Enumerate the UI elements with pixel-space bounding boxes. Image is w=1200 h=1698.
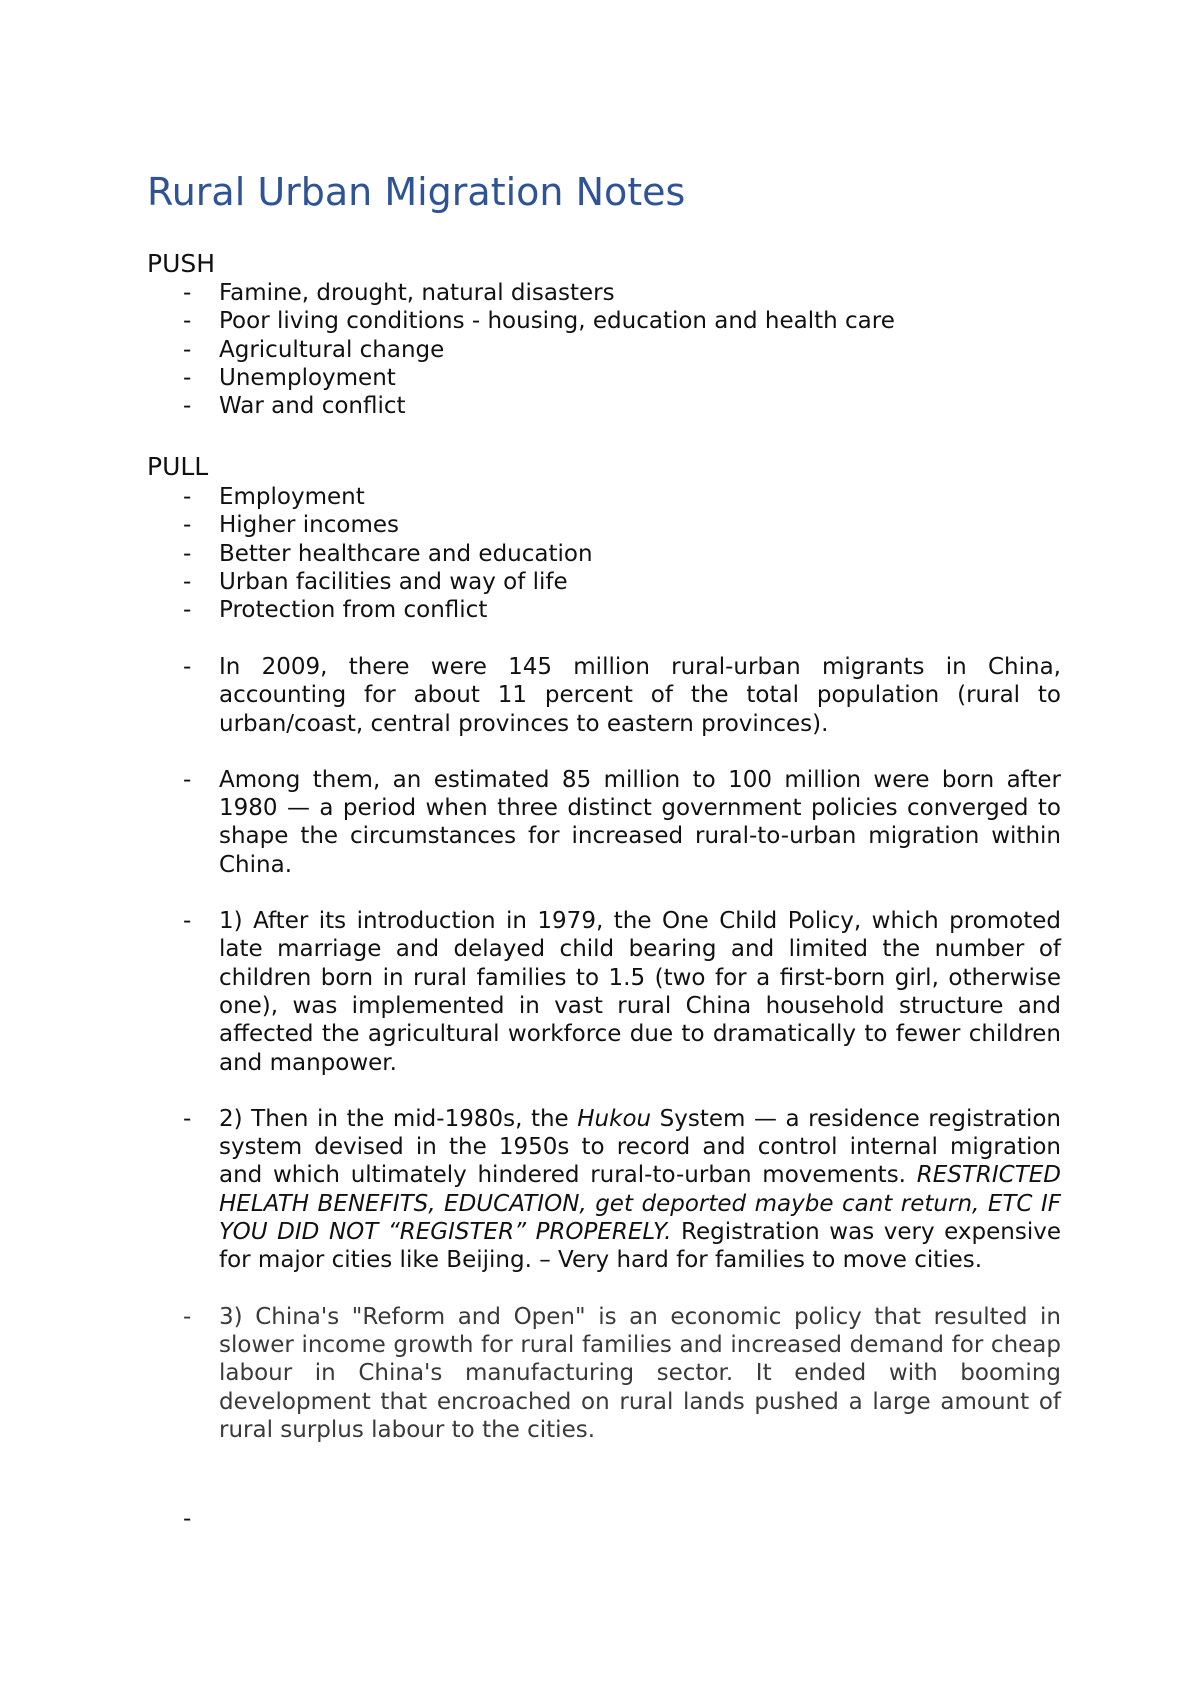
bullet-dash: -: [183, 364, 192, 391]
hukou-italic-note: RESTRICTED HELATH BENEFITS, EDUCATION, get deported maybe cant return, ETC IF YOU DID NOT “REGISTER” PROPERELY.: [219, 1162, 1061, 1246]
list-item: [147, 392, 1061, 420]
page-title: Rural Urban Migration Notes: [147, 170, 686, 214]
bullet-dash: -: [183, 540, 192, 567]
paragraph-item: [147, 766, 1061, 879]
hukou-text-2: System — a residence registration system devised in the 1950s to record and control internal migration and which ultimately hindered rural-to-urban movements.: [219, 1105, 1061, 1189]
push-item-text: Poor living conditions - housing, education and health care: [219, 308, 895, 335]
list-item: [147, 336, 1061, 364]
paragraph-text: 3) China's "Reform and Open" is an economic policy that resulted in slower income growth for rural families and increased demand for cheap labour in China's manufacturing sector. It ended with booming development that encroached on rural lands pushed a large amount of rural surplus labour to the cities.: [219, 1303, 1061, 1443]
pull-heading: PULL: [147, 452, 209, 481]
pull-item-text: Better healthcare and education: [219, 540, 593, 567]
bullet-dash: -: [183, 336, 192, 363]
bullet-dash: -: [183, 1105, 192, 1132]
list-item: [147, 596, 1061, 624]
paragraph-item: [147, 1105, 1061, 1275]
paragraph-text: In 2009, there were 145 million rural-urban migrants in China, accounting for about 11 percent of the total population (rural to urban/coast, central provinces to eastern provinces).: [219, 654, 1061, 737]
bullet-dash: -: [183, 308, 192, 335]
empty-bullet: -: [183, 1506, 192, 1532]
notes-paragraphs: [147, 653, 1061, 1444]
paragraph-item: [147, 907, 1061, 1077]
list-item: [147, 483, 1061, 511]
paragraph-item: [147, 653, 1061, 738]
list-item: [147, 307, 1061, 335]
hukou-text-3: Registration was very expensive for major cities like Beijing. – Very hard for families to move cities.: [219, 1219, 1061, 1274]
hukou-term: Hukou: [577, 1105, 652, 1132]
bullet-dash: -: [183, 393, 192, 420]
push-heading: PUSH: [147, 249, 216, 278]
bullet-dash: -: [183, 654, 192, 680]
push-item-text: Unemployment: [219, 364, 396, 391]
bullet-dash: -: [183, 908, 192, 935]
bullet-dash: -: [183, 597, 192, 624]
pull-item-text: Employment: [219, 484, 365, 510]
bullet-dash: -: [183, 484, 192, 510]
paragraph-text: 1) After its introduction in 1979, the One Child Policy, which promoted late marriage and delayed child bearing and limited the number of children born in rural families to 1.5 (two for a first-born girl, otherwise one), was implemented in vast rural China household structure and affected the agricultural workforce due to dramatically to fewer children and manpower.: [219, 908, 1061, 1076]
hukou-text-1: 2) Then in the mid-1980s, the: [219, 1105, 578, 1132]
push-item-text: War and conflict: [219, 393, 406, 420]
list-item: [147, 511, 1061, 539]
paragraph-text: Among them, an estimated 85 million to 100 million were born after 1980 — a period when three distinct government policies converged to shape the circumstances for increased rural-to-urban migration within China.: [219, 766, 1061, 878]
pull-item-text: Higher incomes: [219, 512, 400, 539]
list-item: [147, 568, 1061, 596]
pull-item-text: Protection from conflict: [219, 597, 488, 624]
pull-list: [147, 483, 1061, 624]
pull-item-text: Urban facilities and way of life: [219, 568, 568, 595]
push-list: [147, 279, 1061, 420]
list-item: [147, 364, 1061, 392]
bullet-dash: -: [183, 512, 192, 539]
bullet-dash: -: [183, 1303, 192, 1330]
list-item: [147, 540, 1061, 568]
push-item-text: Famine, drought, natural disasters: [219, 280, 615, 306]
bullet-dash: -: [183, 280, 192, 306]
paragraph-item: [147, 1303, 1061, 1444]
push-item-text: Agricultural change: [219, 336, 445, 363]
bullet-dash: -: [183, 568, 192, 595]
list-item: [147, 279, 1061, 307]
bullet-dash: -: [183, 766, 192, 793]
